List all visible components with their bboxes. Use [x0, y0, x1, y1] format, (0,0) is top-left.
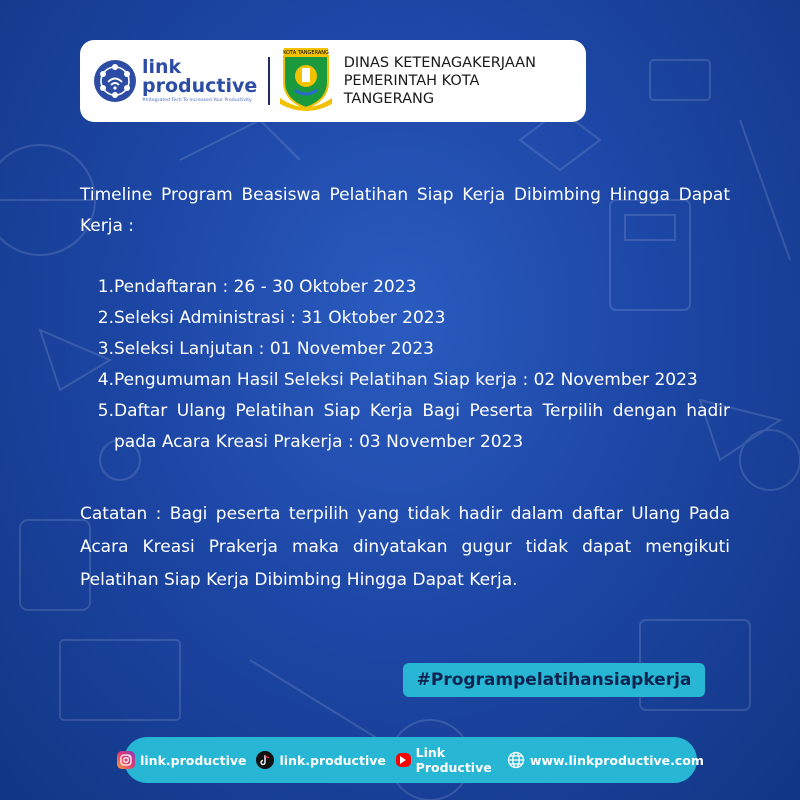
timeline-item-number: 2.: [97, 308, 114, 328]
timeline-item-number: 5.: [97, 401, 114, 421]
kota-tangerang-crest-icon: [278, 48, 334, 114]
timeline-item-text: Pendaftaran : 26 - 30 Oktober 2023: [114, 277, 417, 297]
brand-tagline: #Integrated Tech To Increased Your Productivity: [142, 98, 252, 104]
agency-line-1: DINAS KETENAGAKERJAAN: [343, 54, 536, 71]
instagram-link[interactable]: [117, 751, 246, 769]
crest-label: KOTA TANGERANG: [282, 50, 329, 57]
timeline-item-text: Seleksi Lanjutan : 01 November 2023: [114, 339, 434, 359]
timeline-item: [80, 396, 730, 458]
website-link[interactable]: [507, 751, 704, 769]
tiktok-handle: link.productive: [279, 752, 386, 768]
youtube-channel: Link Productive: [415, 745, 492, 775]
globe-icon: [507, 751, 525, 769]
instagram-icon: [117, 751, 135, 769]
timeline-item: [80, 365, 730, 396]
timeline-item: [80, 334, 730, 365]
social-footer: [124, 737, 704, 783]
brand-line-1: link: [142, 56, 182, 79]
timeline-intro: Timeline Program Beasiswa Pelatihan Siap Kerja Dibimbing Hingga Dapat Kerja :: [80, 185, 730, 236]
network-logo-icon: [92, 58, 138, 104]
youtube-link[interactable]: [396, 745, 497, 775]
tiktok-icon: [256, 751, 274, 769]
timeline-item-text: Pengumuman Hasil Seleksi Pelatihan Siap kerja : 02 November 2023: [114, 370, 698, 390]
timeline-list: [80, 272, 730, 458]
hashtag-badge: #Programpelatihansiapkerja: [403, 663, 705, 697]
header-divider: [268, 57, 270, 105]
timeline-item: [80, 303, 730, 334]
timeline-item-number: 1.: [97, 277, 114, 297]
main-content: [80, 180, 730, 597]
youtube-icon: [396, 753, 411, 767]
timeline-item-text: Daftar Ulang Pelatihan Siap Kerja Bagi Peserta Terpilih dengan hadir pada Acara Kreasi Prakerja : 03 November 2023: [114, 401, 730, 452]
timeline-item-text: Seleksi Administrasi : 31 Oktober 2023: [114, 308, 446, 328]
link-productive-logo: [92, 58, 264, 104]
timeline-item-number: 4.: [97, 370, 114, 390]
tiktok-link[interactable]: [256, 751, 385, 769]
header-card: [80, 40, 586, 122]
note-text: Catatan : Bagi peserta terpilih yang tidak hadir dalam daftar Ulang Pada Acara Kreasi Prakerja maka dinyatakan gugur tidak dapat mengikuti Pelatihan Siap Kerja Dibimbing Hingga Dapat Kerja.: [80, 504, 730, 590]
instagram-handle: link.productive: [140, 752, 247, 768]
brand-line-2: productive: [142, 75, 258, 98]
website-url: www.linkproductive.com: [529, 752, 704, 768]
timeline-item: [80, 272, 730, 303]
agency-line-2: PEMERINTAH KOTA TANGERANG: [343, 72, 480, 108]
agency-name: [344, 54, 574, 108]
timeline-item-number: 3.: [97, 339, 114, 359]
